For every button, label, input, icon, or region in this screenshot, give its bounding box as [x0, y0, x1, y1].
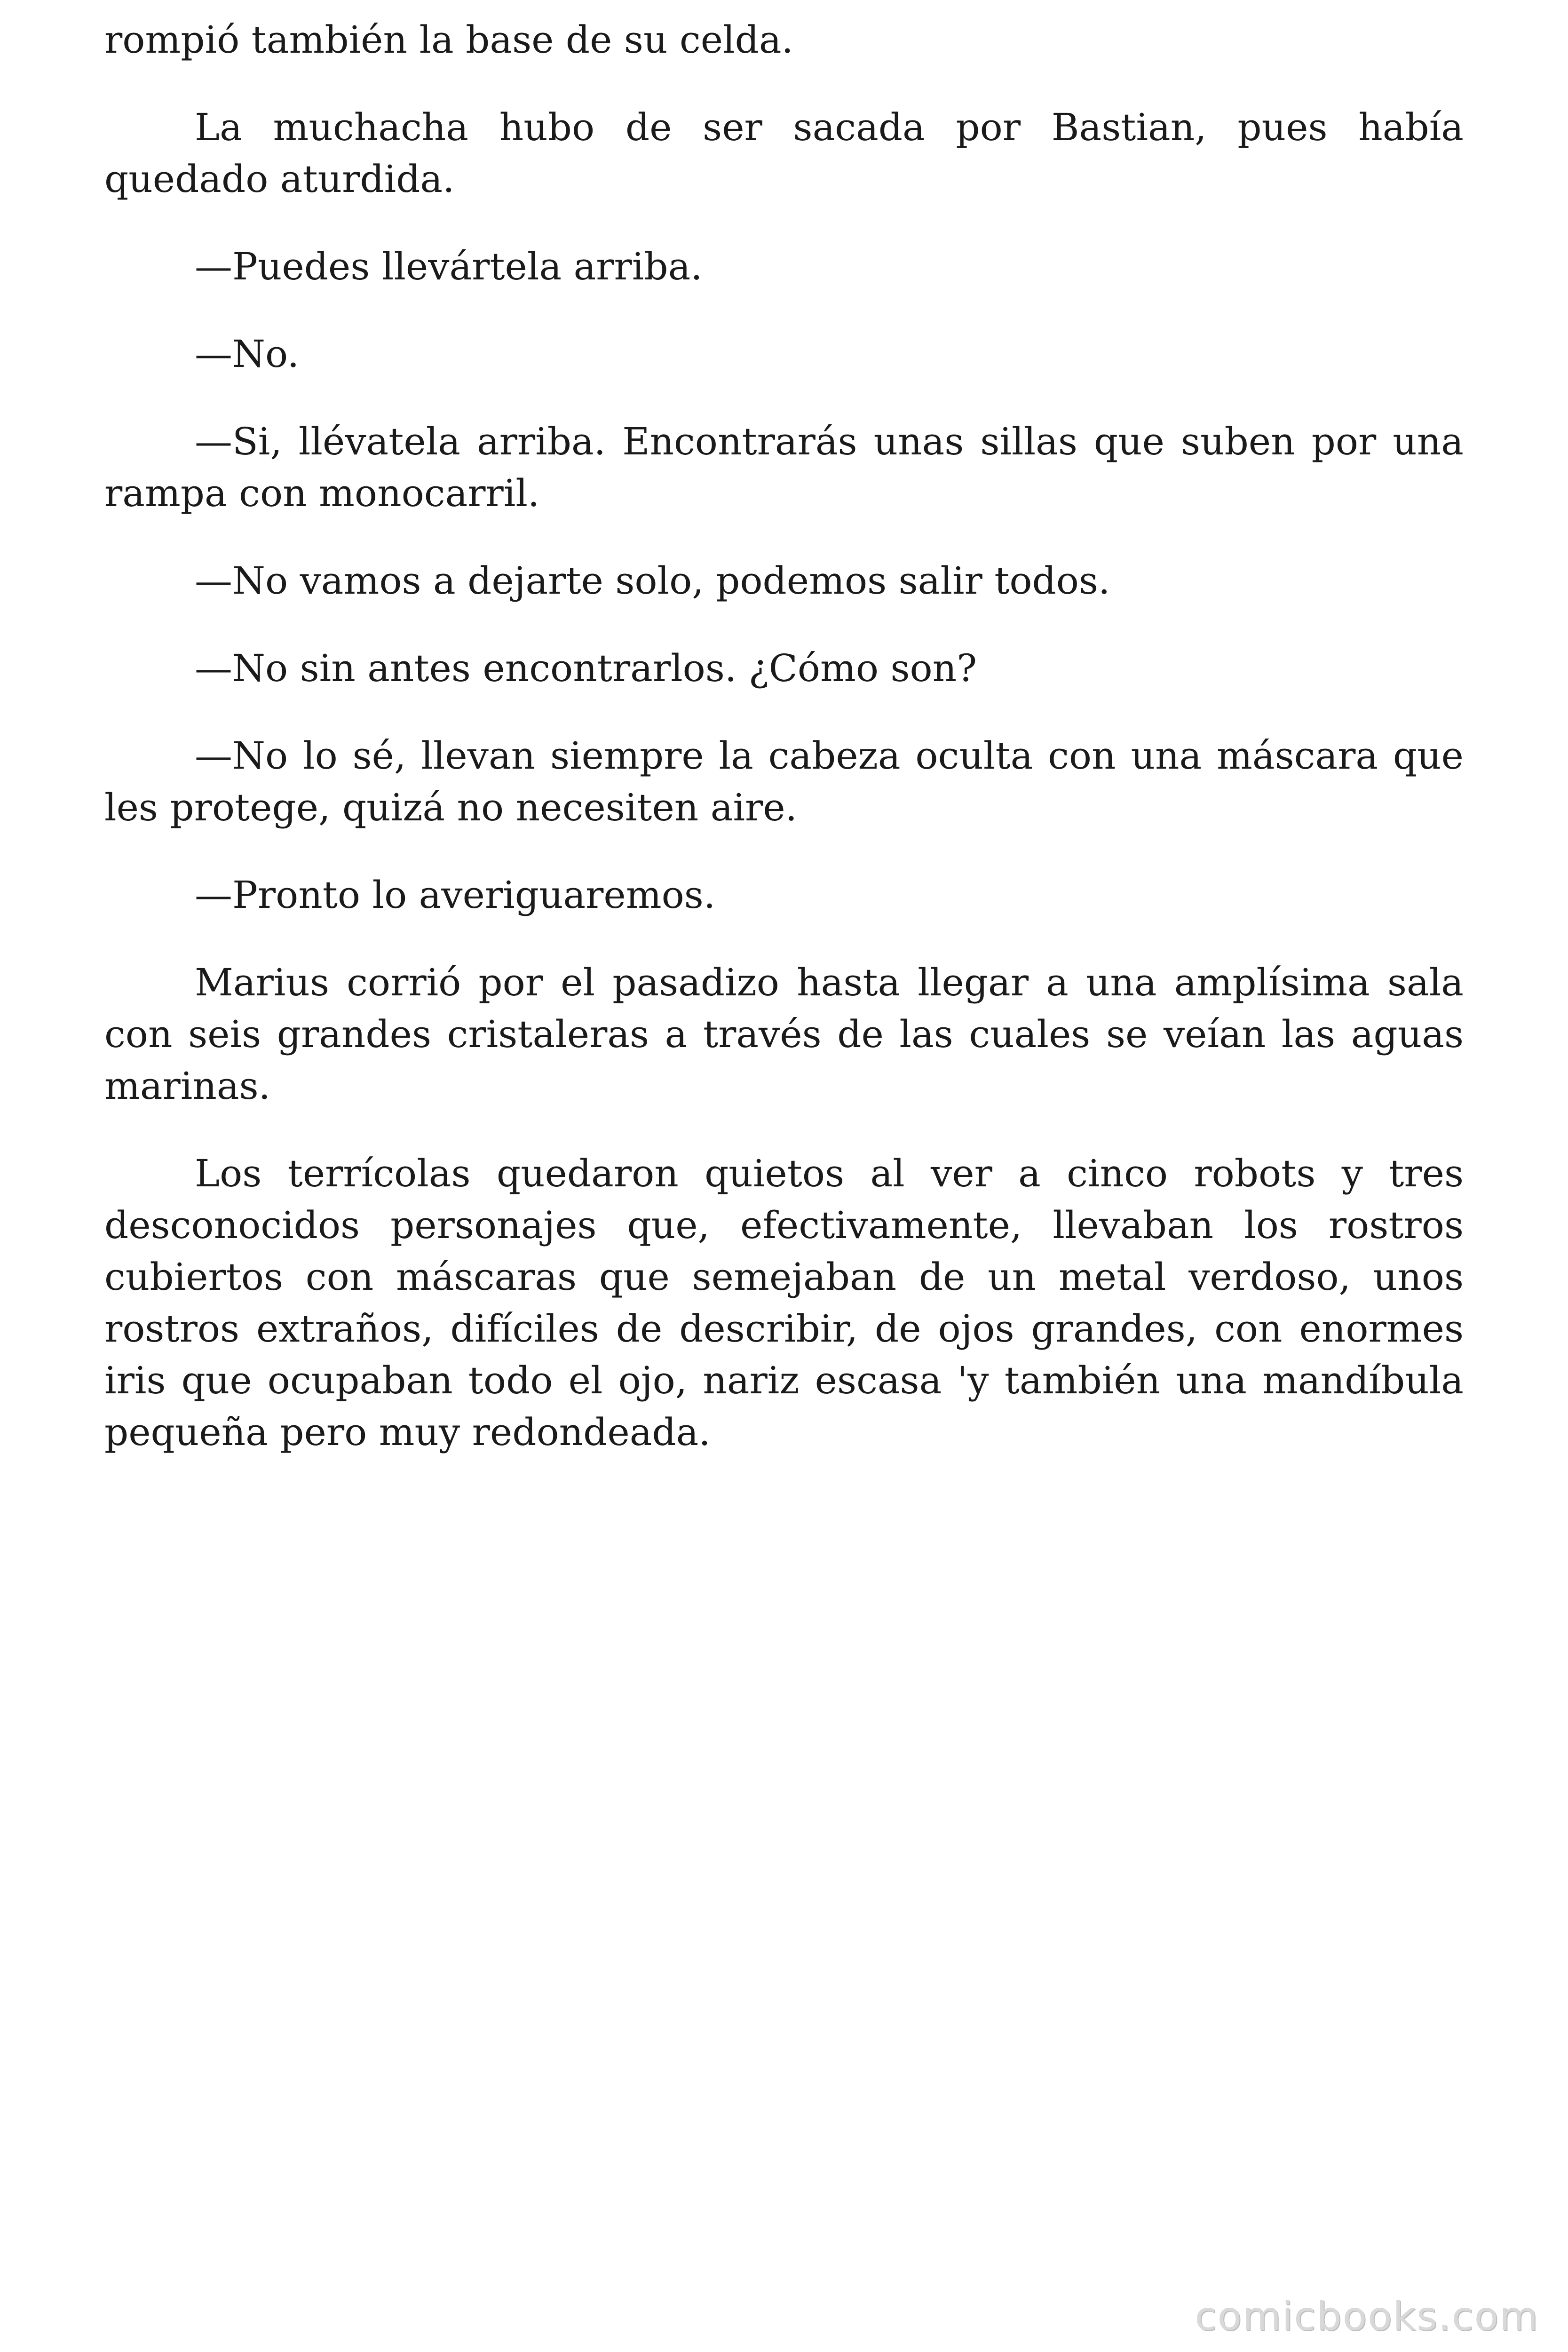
paragraph-5: —Si, llévatela arriba. Encontrarás unas sillas que suben por una rampa con monocarril. — [104, 420, 1464, 515]
paragraph-6: —No vamos a dejarte solo, podemos salir todos. — [195, 559, 1110, 603]
paragraph-7: —No sin antes encontrarlos. ¿Cómo son? — [195, 646, 977, 690]
paragraph-1: rompió también la base de su celda. — [104, 18, 793, 62]
watermark: comicbooks.com — [1195, 2293, 1539, 2339]
paragraph-4: —No. — [195, 332, 300, 376]
paragraph-11: Los terrícolas quedaron quietos al ver a cinco robots y tres desconocidos personajes que, efectivamente, llevaban los rostros cubiertos con máscaras que semejaban de un metal verdoso, unos rostros extraños, difíciles de describir, de ojos grandes, con enormes iris que ocupaban todo el ojo, nariz escasa 'y también una mandíbula pequeña pero muy redondeada. — [104, 1152, 1464, 1454]
paragraph-3: —Puedes llevártela arriba. — [195, 245, 703, 288]
body-text — [104, 14, 1464, 1494]
paragraph-8: —No lo sé, llevan siempre la cabeza oculta con una máscara que les protege, quizá no necesiten aire. — [104, 734, 1464, 829]
paragraph-9: —Pronto lo averiguaremos. — [195, 873, 716, 917]
paragraph-2: La muchacha hubo de ser sacada por Bastian, pues había quedado aturdida. — [104, 105, 1464, 201]
paragraph-10: Marius corrió por el pasadizo hasta llegar a una amplísima sala con seis grandes cristaleras a través de las cuales se veían las aguas marinas. — [104, 961, 1464, 1108]
